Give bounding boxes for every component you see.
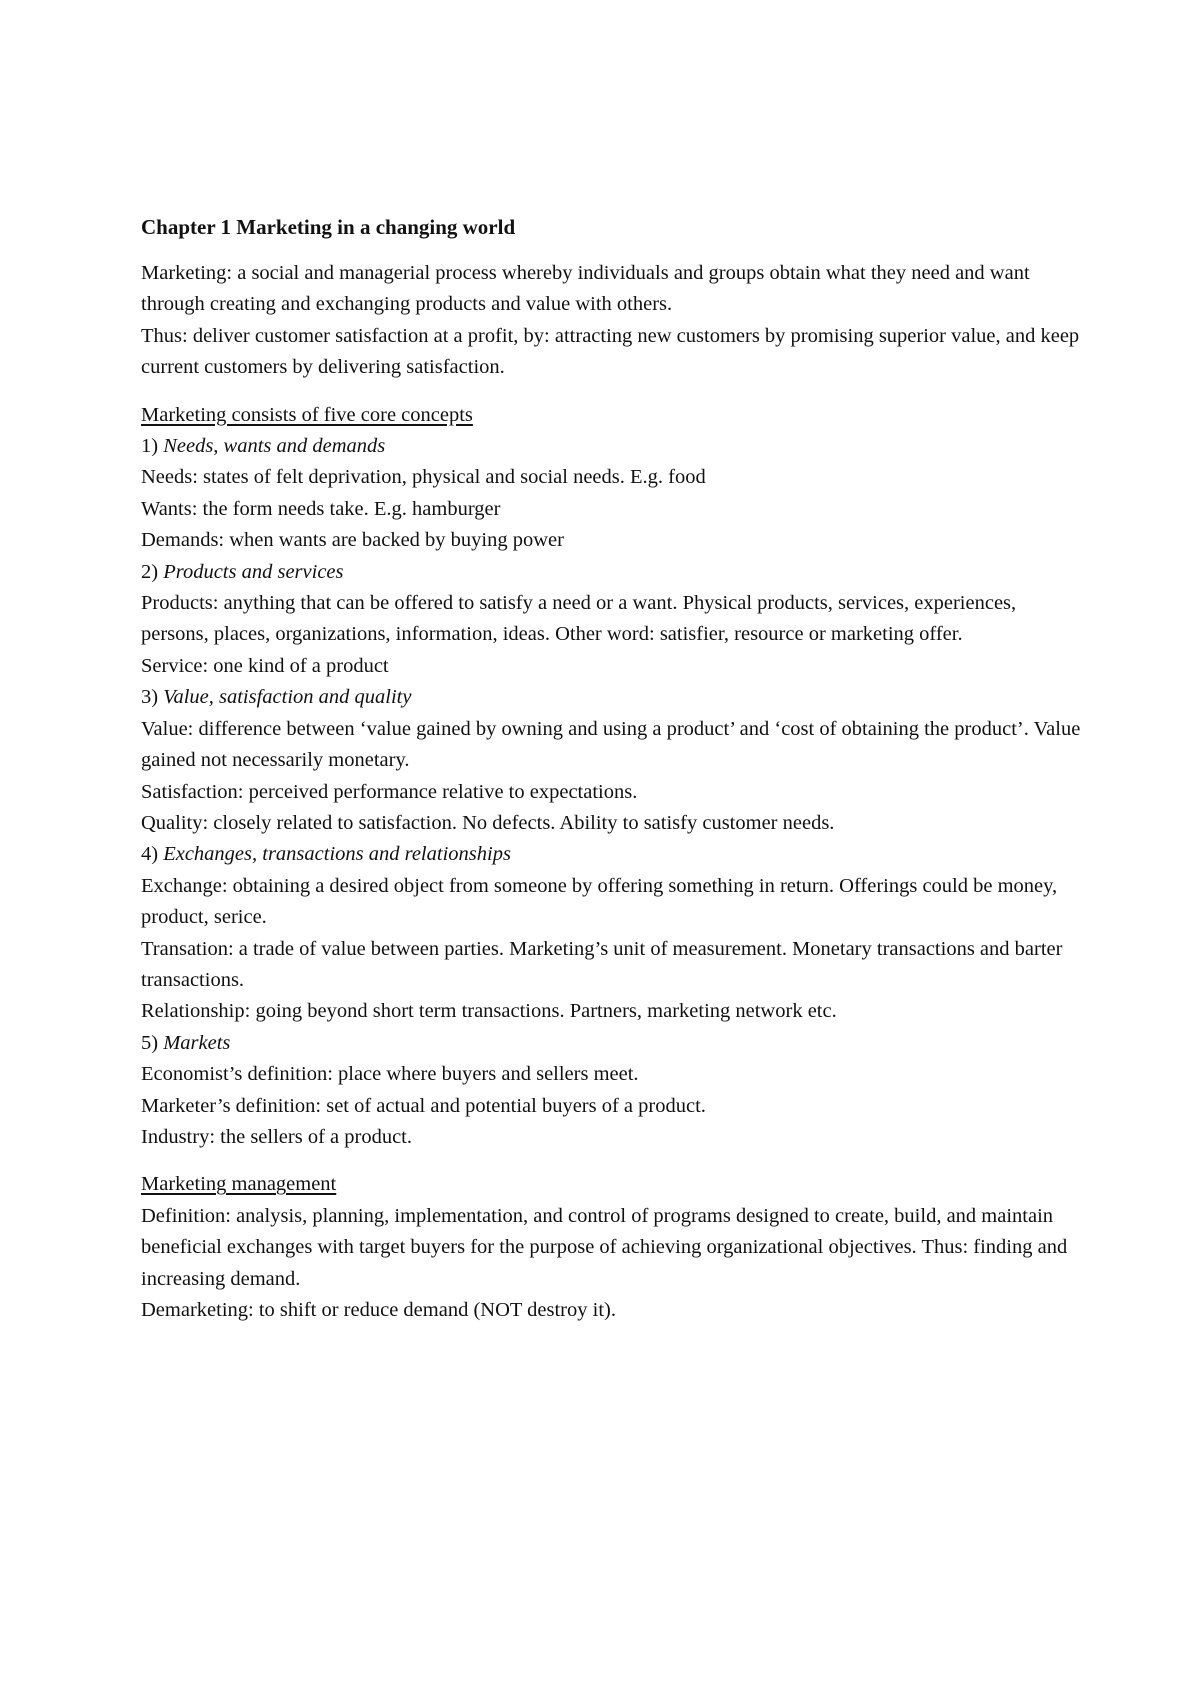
concept-name: Markets xyxy=(163,1031,231,1054)
concept-line: Industry: the sellers of a product. xyxy=(141,1125,412,1148)
concept-line: Exchange: obtaining a desired object from someone by offering something in return. Offerings could be money, product, serice. xyxy=(141,874,1058,929)
concept-title xyxy=(141,682,1081,713)
marketing-management-heading: Marketing management xyxy=(141,1173,337,1196)
concept-line: Value: difference between ‘value gained by owning and using a product’ and ‘cost of obtaining the product’. Value gained not necessarily monetary. xyxy=(141,717,1081,772)
concept-line: Products: anything that can be offered to satisfy a need or a want. Physical products, services, experiences, persons, places, organizations, information, ideas. Other word: satisfier, resource or marketing offer. xyxy=(141,592,1017,646)
concept-number: 3) xyxy=(141,686,159,709)
marketing-management-section xyxy=(141,1169,1081,1326)
core-concepts-section xyxy=(141,400,1081,1154)
concept-line: Marketer’s definition: set of actual and potential buyers of a product. xyxy=(141,1094,706,1117)
concept-title xyxy=(141,431,1081,462)
core-concepts-heading: Marketing consists of five core concepts xyxy=(141,403,473,426)
spacer xyxy=(141,1153,1081,1169)
concept-name: Products and services xyxy=(163,560,344,583)
concept-line: Service: one kind of a product xyxy=(141,654,389,677)
concept-name: Exchanges, transactions and relationships xyxy=(163,843,511,866)
concept-number: 2) xyxy=(141,560,159,583)
concept-line: Needs: states of felt deprivation, physical and social needs. E.g. food xyxy=(141,466,706,489)
concept-number: 5) xyxy=(141,1031,159,1054)
concept-line: Satisfaction: perceived performance relative to expectations. xyxy=(141,780,638,803)
document-page xyxy=(141,212,1081,1326)
spacer xyxy=(141,384,1081,400)
concept-line: Transation: a trade of value between parties. Marketing’s unit of measurement. Monetary transactions and barter transactions. xyxy=(141,937,1063,991)
concept-number: 4) xyxy=(141,843,159,866)
concept-line: Economist’s definition: place where buyers and sellers meet. xyxy=(141,1063,639,1086)
concept-line: Demands: when wants are backed by buying power xyxy=(141,529,564,552)
concept-name: Needs, wants and demands xyxy=(163,435,386,458)
chapter-title: Chapter 1 Marketing in a changing world xyxy=(141,215,516,239)
concept-title xyxy=(141,839,1081,870)
intro-thus: Thus: deliver customer satisfaction at a profit, by: attracting new customers by promising superior value, and keep current customers by delivering satisfaction. xyxy=(141,324,1080,379)
concept-name: Value, satisfaction and quality xyxy=(163,686,412,709)
concept-line: Wants: the form needs take. E.g. hamburger xyxy=(141,497,501,520)
concept-title xyxy=(141,1028,1081,1059)
concept-line: Quality: closely related to satisfaction. No defects. Ability to satisfy customer needs. xyxy=(141,811,835,834)
intro-definition: Marketing: a social and managerial process whereby individuals and groups obtain what they need and want through creating and exchanging products and value with others. xyxy=(141,262,1030,316)
concept-line: Relationship: going beyond short term transactions. Partners, marketing network etc. xyxy=(141,1000,837,1023)
section-line: Definition: analysis, planning, implementation, and control of programs designed to create, build, and maintain beneficial exchanges with target buyers for the purpose of achieving organizational objectives. Thus: finding and increasing demand. xyxy=(141,1204,1068,1290)
concept-number: 1) xyxy=(141,435,159,458)
concept-title xyxy=(141,557,1081,588)
section-line: Demarketing: to shift or reduce demand (NOT destroy it). xyxy=(141,1299,616,1321)
